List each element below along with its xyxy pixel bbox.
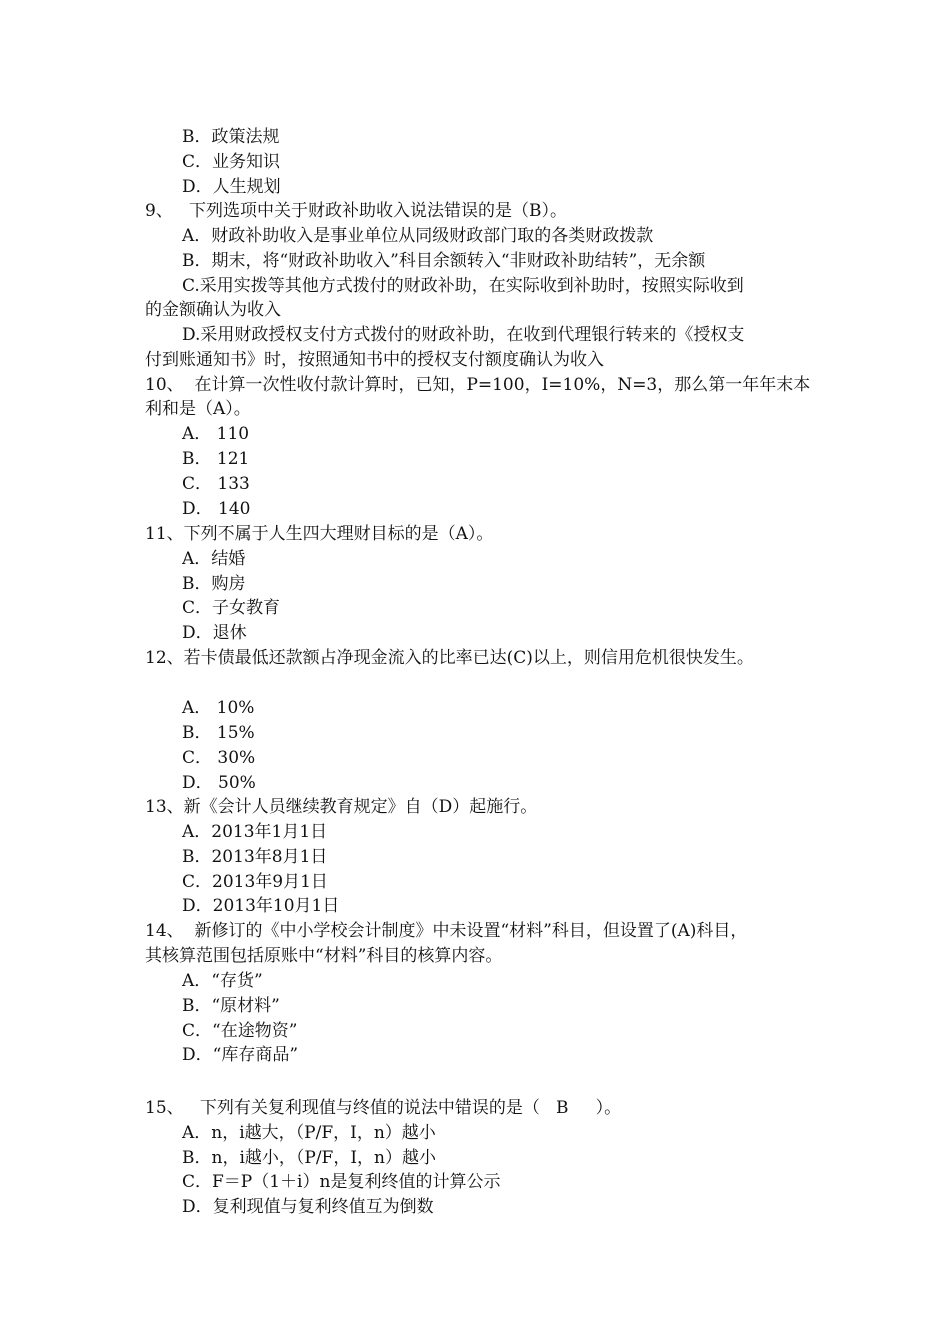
question-15: 15、 下列有关复利现值与终值的说法中错误的是（ B ）。 bbox=[145, 1098, 622, 1118]
option-13b: B．2013年8月1日 bbox=[182, 847, 328, 867]
option-9c: C.采用实拨等其他方式拨付的财政补助，在实际收到补助时，按照实际收到 bbox=[182, 276, 744, 296]
option-11c: C．子女教育 bbox=[182, 598, 281, 618]
option-11a: A．结婚 bbox=[182, 549, 246, 569]
option-8c: C．业务知识 bbox=[182, 152, 281, 172]
option-12b: B． 15% bbox=[182, 723, 255, 743]
question-10-continued: 利和是（A）。 bbox=[145, 399, 251, 419]
question-13: 13、新《会计人员继续教育规定》自（D）起施行。 bbox=[145, 797, 538, 817]
option-9b: B．期末，将“财政补助收入”科目余额转入“非财政补助结转”，无余额 bbox=[182, 251, 706, 271]
option-8b: B．政策法规 bbox=[182, 127, 280, 147]
option-10c: C． 133 bbox=[182, 474, 250, 494]
option-11d: D．退休 bbox=[182, 623, 247, 643]
option-14c: C．“在途物资” bbox=[182, 1021, 298, 1041]
option-15b: B．n，i越小，（P/F，I，n）越小 bbox=[182, 1148, 437, 1168]
question-14-continued: 其核算范围包括原账中“材料”科目的核算内容。 bbox=[145, 946, 503, 966]
option-15c: C．F＝P（1＋i）n是复利终值的计算公示 bbox=[182, 1172, 501, 1192]
option-11b: B．购房 bbox=[182, 574, 246, 594]
option-10a: A． 110 bbox=[182, 424, 250, 444]
question-14: 14、 新修订的《中小学校会计制度》中未设置“材料”科目，但设置了(A)科目， bbox=[145, 921, 748, 941]
option-13d: D．2013年10月1日 bbox=[182, 896, 340, 916]
option-13a: A．2013年1月1日 bbox=[182, 822, 328, 842]
question-12: 12、若卡债最低还款额占净现金流入的比率已达(C)以上，则信用危机很快发生。 bbox=[145, 648, 754, 668]
option-9c-continued: 的金额确认为收入 bbox=[145, 300, 281, 320]
option-9a: A．财政补助收入是事业单位从同级财政部门取的各类财政拨款 bbox=[182, 226, 654, 246]
option-10d: D． 140 bbox=[182, 499, 251, 519]
option-12c: C． 30% bbox=[182, 748, 256, 768]
option-13c: C．2013年9月1日 bbox=[182, 872, 328, 892]
option-15a: A．n，i越大，（P/F，I，n）越小 bbox=[182, 1123, 436, 1143]
question-11: 11、下列不属于人生四大理财目标的是（A）。 bbox=[145, 524, 494, 544]
option-9d: D.采用财政授权支付方式拨付的财政补助，在收到代理银行转来的《授权支 bbox=[182, 325, 745, 345]
option-12d: D． 50% bbox=[182, 773, 256, 793]
option-8d: D．人生规划 bbox=[182, 177, 281, 197]
question-9: 9、 下列选项中关于财政补助收入说法错误的是（B）。 bbox=[145, 201, 568, 221]
option-10b: B． 121 bbox=[182, 449, 250, 469]
option-14b: B．“原材料” bbox=[182, 996, 280, 1016]
option-14a: A．“存货” bbox=[182, 971, 263, 991]
option-12a: A． 10% bbox=[182, 698, 255, 718]
option-9d-continued: 付到账通知书》时，按照通知书中的授权支付额度确认为收入 bbox=[145, 350, 604, 370]
option-15d: D．复利现值与复利终值互为倒数 bbox=[182, 1197, 434, 1217]
option-14d: D．“库存商品” bbox=[182, 1045, 299, 1065]
question-10: 10、 在计算一次性收付款计算时，已知，P=100，I=10%，N=3，那么第一年年末本 bbox=[145, 375, 811, 395]
